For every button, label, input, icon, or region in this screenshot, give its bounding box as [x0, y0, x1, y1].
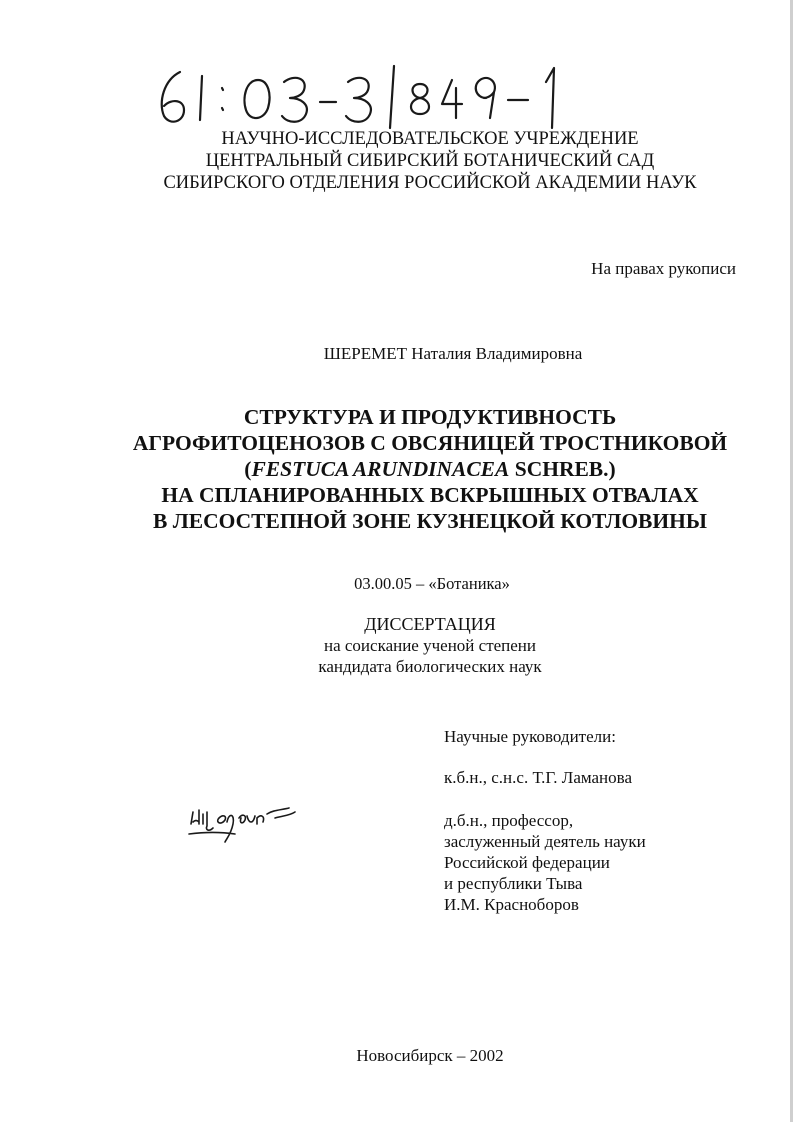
degree-line: на соискание ученой степени [323, 636, 537, 655]
supervisor-first: к.б.н., с.н.с. Т.Г. Ламанова [444, 768, 632, 787]
degree-line: кандидата биологических наук [318, 657, 542, 676]
specialty-code: 03.00.05 – «Ботаника» [354, 574, 510, 593]
supervisor-second [444, 810, 646, 915]
institution-line: НАУЧНО-ИССЛЕДОВАТЕЛЬСКОЕ УЧРЕЖДЕНИЕ [221, 129, 639, 149]
title-line: СТРУКТУРА И ПРОДУКТИВНОСТЬ [243, 405, 617, 429]
supervisor-second-line: д.б.н., профессор, [444, 811, 574, 830]
dissertation-heading: ДИССЕРТАЦИЯ [364, 614, 496, 634]
author-name: ШЕРЕМЕТ Наталия Владимировна [323, 344, 583, 363]
supervisors-heading: Научные руководители: [444, 727, 616, 746]
institution-name [0, 128, 793, 194]
supervisor-second-line: Российской федерации [444, 853, 610, 872]
title-line: НА СПЛАНИРОВАННЫХ ВСКРЫШНЫХ ОТВАЛАХ [161, 483, 699, 507]
signature-drawing [185, 794, 305, 844]
supervisor-second-line: И.М. Красноборов [444, 895, 579, 914]
title-line: В ЛЕСОСТЕПНОЙ ЗОНЕ КУЗНЕЦКОЙ КОТЛОВИНЫ [153, 509, 707, 533]
supervisor-second-line: заслуженный деятель науки [444, 832, 646, 851]
archive-number-stamp [150, 62, 600, 130]
rights-note: На правах рукописи [591, 259, 736, 278]
latin-species-name: FESTUCA ARUNDINACEA [251, 457, 510, 481]
supervisor-second-line: и республики Тыва [444, 874, 583, 893]
city-and-year: Новосибирск – 2002 [356, 1046, 504, 1065]
institution-line: СИБИРСКОГО ОТДЕЛЕНИЯ РОССИЙСКОЙ АКАДЕМИИ НАУК [163, 173, 697, 193]
handwritten-archive-number [150, 62, 600, 130]
dissertation-title [0, 404, 793, 534]
title-line-latin: (FESTUCA ARUNDINACEA SCHREB.) [244, 457, 616, 481]
handwritten-signature [185, 794, 305, 844]
dissertation-type [0, 614, 793, 677]
title-line: АГРОФИТОЦЕНОЗОВ С ОВСЯНИЦЕЙ ТРОСТНИКОВОЙ [132, 431, 728, 455]
institution-line: ЦЕНТРАЛЬНЫЙ СИБИРСКИЙ БОТАНИЧЕСКИЙ САД [205, 151, 655, 171]
